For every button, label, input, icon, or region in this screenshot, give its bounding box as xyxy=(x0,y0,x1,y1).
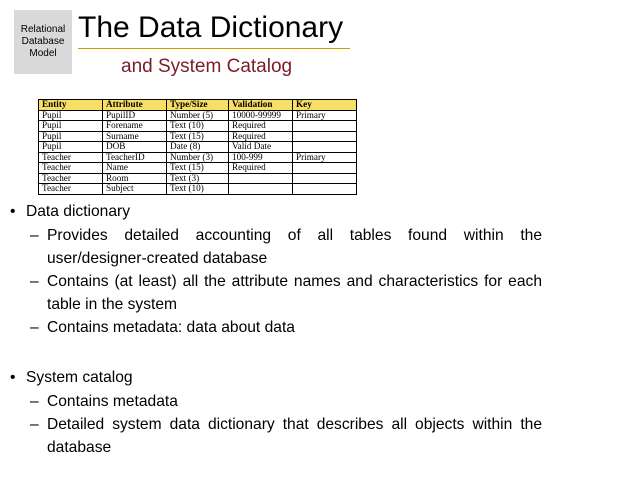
header-entity: Entity xyxy=(39,100,103,111)
table-cell: Room xyxy=(103,173,167,184)
table-row xyxy=(39,142,357,153)
table-header-row xyxy=(39,100,357,111)
table-row xyxy=(39,110,357,121)
table-cell: Primary xyxy=(293,110,357,121)
table-row xyxy=(39,131,357,142)
table-cell: DOB xyxy=(103,142,167,153)
sub-bullet-text: Detailed system data dictionary that describes all objects within the database xyxy=(47,416,542,456)
table-cell: Teacher xyxy=(39,152,103,163)
slide-title: The Data Dictionary xyxy=(78,11,344,44)
table-cell: Text (15) xyxy=(167,131,229,142)
table-cell xyxy=(293,184,357,195)
sub-bullet-text: Contains metadata xyxy=(47,393,178,410)
table-cell: Name xyxy=(103,163,167,174)
table-cell xyxy=(293,142,357,153)
table-cell: Date (8) xyxy=(167,142,229,153)
table-cell: Surname xyxy=(103,131,167,142)
table-cell: Text (10) xyxy=(167,184,229,195)
header-validation: Validation xyxy=(229,100,293,111)
table-cell xyxy=(293,121,357,132)
header-key: Key xyxy=(293,100,357,111)
table-row xyxy=(39,121,357,132)
table-cell: Valid Date xyxy=(229,142,293,153)
sub-bullet-text: Contains metadata: data about data xyxy=(47,319,295,336)
table-cell: Teacher xyxy=(39,184,103,195)
table-cell xyxy=(229,184,293,195)
table-cell: PupilID xyxy=(103,110,167,121)
table-cell: Pupil xyxy=(39,142,103,153)
tag-line-2: Database xyxy=(21,36,65,47)
tag-line-1: Relational xyxy=(20,24,66,35)
table-cell: Teacher xyxy=(39,163,103,174)
table-cell: Required xyxy=(229,121,293,132)
bullet-data-dictionary: • Data dictionary xyxy=(10,200,542,224)
table-row xyxy=(39,184,357,195)
table-cell: Number (5) xyxy=(167,110,229,121)
table-cell: Pupil xyxy=(39,121,103,132)
table-cell: Required xyxy=(229,163,293,174)
title-underline xyxy=(78,48,350,49)
sub-bullet: – Contains (at least) all the attribute names and characteristics for each table in the system xyxy=(30,273,542,313)
table-cell: Pupil xyxy=(39,131,103,142)
sub-bullet-text: Provides detailed accounting of all tables found within the user/designer-created database xyxy=(47,227,542,267)
sub-bullet: – Contains metadata: data about data xyxy=(30,319,295,336)
header-attribute: Attribute xyxy=(103,100,167,111)
sub-bullet: – Provides detailed accounting of all tables found within the user/designer-created database xyxy=(30,227,542,267)
table-row xyxy=(39,152,357,163)
table-row xyxy=(39,163,357,174)
table-cell: Pupil xyxy=(39,110,103,121)
table-cell xyxy=(229,173,293,184)
section-tag xyxy=(14,10,72,74)
table-cell: Primary xyxy=(293,152,357,163)
table-cell: 100-999 xyxy=(229,152,293,163)
sub-bullet: – Contains metadata xyxy=(30,393,178,410)
table-cell xyxy=(293,131,357,142)
table-cell: Forename xyxy=(103,121,167,132)
table-cell: 10000-99999 xyxy=(229,110,293,121)
bullet-list xyxy=(10,200,542,459)
table-cell: Subject xyxy=(103,184,167,195)
sub-bullet: – Detailed system data dictionary that describes all objects within the database xyxy=(30,416,542,456)
data-dictionary-table xyxy=(38,99,357,195)
table-cell: Text (10) xyxy=(167,121,229,132)
table-cell xyxy=(293,163,357,174)
table-cell: TeacherID xyxy=(103,152,167,163)
tag-line-3: Model xyxy=(29,48,57,59)
table-cell xyxy=(293,173,357,184)
bullet-system-catalog: • System catalog xyxy=(10,366,542,390)
slide-subtitle: and System Catalog xyxy=(121,56,293,77)
table-row xyxy=(39,173,357,184)
table-cell: Required xyxy=(229,131,293,142)
table-cell: Number (3) xyxy=(167,152,229,163)
header-type-size: Type/Size xyxy=(167,100,229,111)
sub-bullet-text: Contains (at least) all the attribute names and characteristics for each table in the system xyxy=(47,273,542,313)
table-cell: Text (15) xyxy=(167,163,229,174)
table-cell: Teacher xyxy=(39,173,103,184)
table-cell: Text (3) xyxy=(167,173,229,184)
